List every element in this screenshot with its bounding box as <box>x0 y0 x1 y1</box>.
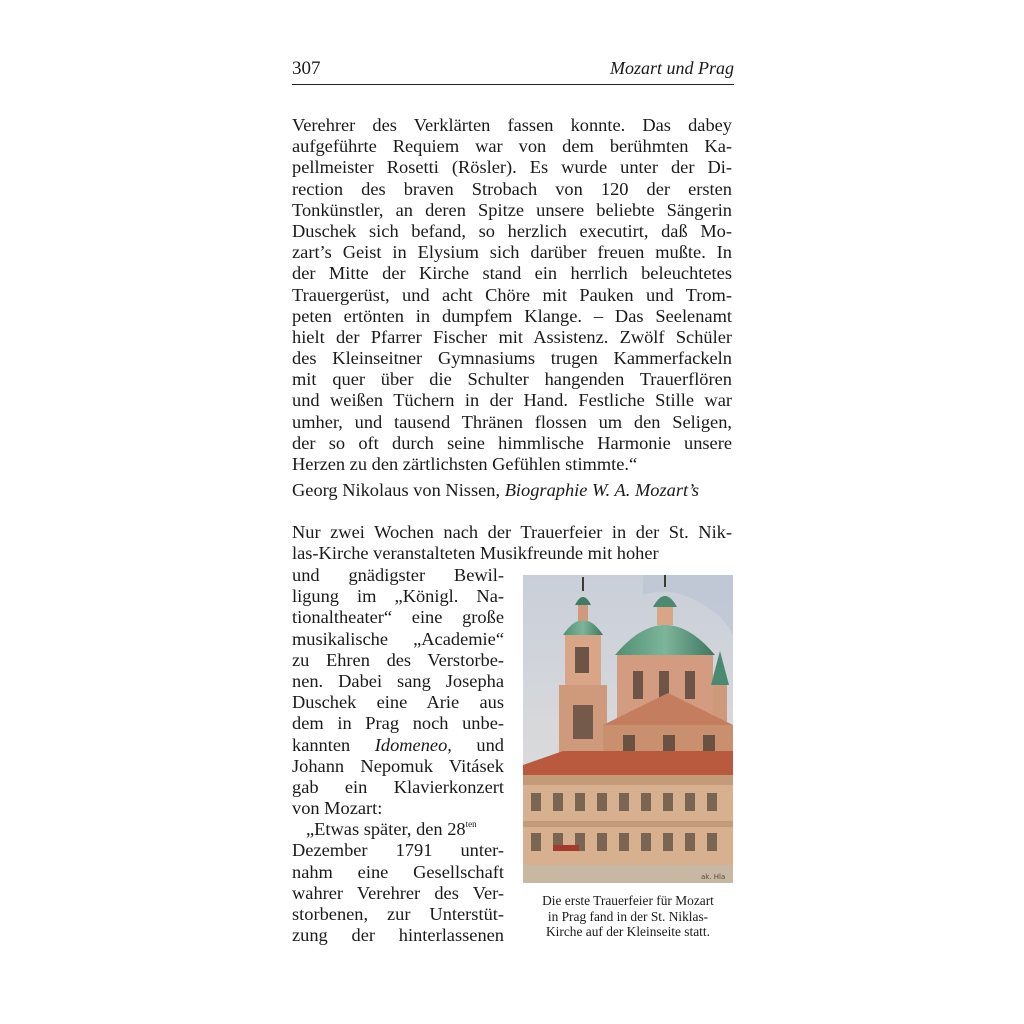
narrow-line: Duschek eine Arie aus <box>292 692 504 713</box>
quote-line: peten ertönten in dumpfem Klange. – Das Seelenamt <box>292 305 732 326</box>
narrow-line: Dezember 1791 unter- <box>292 840 504 861</box>
quote-line: pellmeister Rosetti (Rösler). Es wurde unter der Di- <box>292 157 732 178</box>
quote-line: Duschek sich befand, so herzlich executirt, daß Mo- <box>292 220 732 241</box>
quote-block <box>292 115 732 475</box>
narrow-line: wahrer Verehrer des Ver- <box>292 882 504 903</box>
narrow-line: nen. Dabei sang Josepha <box>292 670 504 691</box>
caption-line: Die erste Trauerfeier für Mozart <box>542 893 714 908</box>
narrow-line: zu Ehren des Verstorbe- <box>292 649 504 670</box>
narrow-line: von Mozart: <box>292 798 383 819</box>
quote-line: aufgeführte Requiem war von dem berühmten Ka- <box>292 136 732 157</box>
running-title: Mozart und Prag <box>609 58 734 78</box>
quote-line: Herzen zu den zärtlichsten Gefühlen stimmte.“ <box>292 454 638 474</box>
quote-line: mit quer über die Schulter hangenden Trauerflören <box>292 369 732 390</box>
narrow-line: ligung im „Königl. Na- <box>292 586 504 607</box>
intro-line: Nur zwei Wochen nach der Trauerfeier in der St. Nik- <box>292 522 732 542</box>
narrow-line-date: „Etwas später, den $28^{ten}$ <box>306 819 477 840</box>
superscript-ten: ten <box>465 819 477 830</box>
narrow-line: musikalische „Academie“ <box>292 628 504 649</box>
intro-line: las-Kirche veranstalteten Musikfreunde mit hoher <box>292 543 659 564</box>
intro-paragraph <box>292 522 732 564</box>
narrow-line: zung der hinterlassenen <box>292 925 504 946</box>
quote-line: umher, und tausend Thränen flossen um den Seligen, <box>292 411 732 432</box>
attribution <box>292 480 732 501</box>
attribution-author: Georg Nikolaus von Nissen, <box>292 480 501 500</box>
artist-signature: ak. Hla <box>701 873 726 881</box>
quote-line: des Kleinseitner Gymnasiums trugen Kammerfackeln <box>292 348 732 369</box>
narrow-line: nahm eine Gesellschaft <box>292 861 504 882</box>
quote-line: Trauergerüst, und acht Chöre mit Pauken und Trom- <box>292 284 732 305</box>
narrow-line: und gnädigster Bewil- <box>292 565 504 585</box>
quote-line: hielt der Pfarrer Fischer mit Assistenz. Zwölf Schüler <box>292 326 732 347</box>
narrow-line-idomeneo: kannten Idomeneo, und <box>292 734 504 755</box>
quote-line: der Mitte der Kirche stand ein herrlich beleuchtetes <box>292 263 732 284</box>
quote-line: rection des braven Strobach von 120 der ersten <box>292 178 732 199</box>
quote-line: Verehrer des Verklärten fassen konnte. Das dabey <box>292 115 732 135</box>
caption-line: in Prag fand in der St. Niklas- <box>547 908 709 924</box>
opera-title: Idomeneo, <box>374 734 452 755</box>
narrow-line: storbenen, zur Unterstüt- <box>292 904 504 924</box>
narrow-line: Johann Nepomuk Vitásek <box>292 755 504 776</box>
caption-line: Kirche auf der Kleinseite statt. <box>546 924 710 940</box>
attribution-work: Biographie W. A. Mozart’s <box>504 480 699 500</box>
narrow-line: dem in Prag noch unbe- <box>292 713 504 734</box>
page-number: 307 <box>292 58 321 79</box>
narrow-line: gab ein Klavierkonzert <box>292 776 504 797</box>
quote-line: zart’s Geist in Elysium sich darüber freuen mußte. In <box>292 242 732 263</box>
quote-line: der so oft durch seine himmlische Harmonie unsere <box>292 432 732 453</box>
narrow-line: tionaltheater“ eine große <box>292 607 504 628</box>
quote-line: Tonkünstler, an deren Spitze unsere beliebte Sängerin <box>292 199 732 220</box>
figure-caption <box>521 893 735 940</box>
narrow-column <box>292 565 504 946</box>
church-painting <box>523 575 733 883</box>
page-header <box>292 58 734 85</box>
quote-line: und weißen Tüchern in der Hand. Festliche Stille war <box>292 390 732 411</box>
